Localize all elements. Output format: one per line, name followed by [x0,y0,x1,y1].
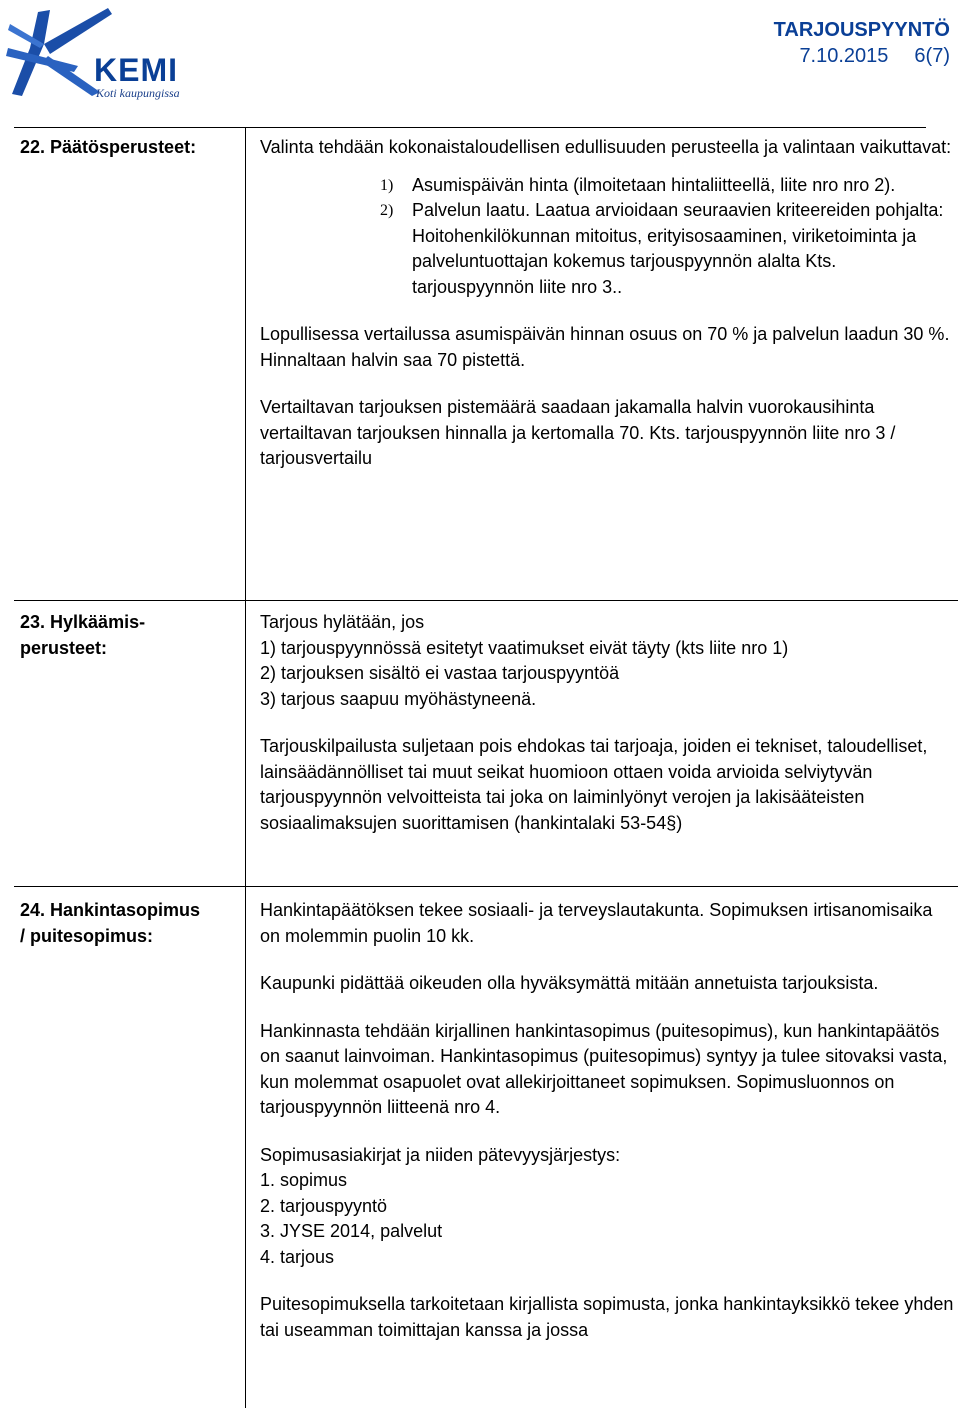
section-23-exclusion [260,734,955,836]
document-order-item: 3. JYSE 2014, palvelut [260,1221,443,1241]
rejection-line: 2) tarjouksen sisältö ei vastaa tarjouspyyntöä [260,663,620,683]
document-order-item: 2. tarjouspyyntö [260,1195,388,1216]
column-divider [245,128,246,1408]
rejection-line: Tarjous hylätään, jos [260,612,425,632]
logo-wordmark: KEMI [94,52,178,88]
section-23-label-line2: perusteet: [20,637,108,658]
document-title: TARJOUSPYYNTÖ [773,19,950,41]
section-24-label-line2: / puitesopimus: [20,925,154,946]
criteria-number: 2) [380,202,394,219]
document-order-title: Sopimusasiakirjat ja niiden pätevyysjärjestys: [260,1144,621,1165]
document-order [260,1143,955,1271]
section-22-label: 22. Päätösperusteet: [20,137,197,157]
rejection-line: 3) tarjous saapuu myöhästyneenä. [260,688,537,709]
exclusion-paragraph: Tarjouskilpailusta suljetaan pois ehdokas tai tarjoaja, joiden ei tekniset, taloudelliset, lainsäädännölliset tai muut seikat huomioon ottaen voida arvioida selviytyvän tarjouspyynnön velvoitteista tai joka on laiminlyönyt verojen ja lakisääteisten sosiaalimaksujen suorittamisen (hankintalaki 53-54§) [260,736,928,833]
section-22-intro: Valinta tehdään kokonaistaloudellisen edullisuuden perusteella ja valintaan vaikuttavat: [260,137,952,157]
criteria-text: Palvelun laatu. Laatua arvioidaan seuraavien kriteereiden pohjalta: Hoitohenkilökunnan mitoitus, erityisosaaminen, viriketoiminta ja palveluntuottajan kokemus tarjouspyynnön alalta Kts. tarjouspyynnön liite nro 3.. [412,200,944,297]
decision-paragraph: Hankintapäätöksen tekee sosiaali- ja terveyslautakunta. Sopimuksen irtisanomisaika on molemmin puolin 10 kk. [260,900,933,946]
document-order-item: 4. tarjous [260,1246,335,1267]
document-date: 7.10.2015 [799,45,889,67]
section-23-label-line1: 23. Hylkäämis- [20,612,146,632]
section-22-weighting: Lopullisessa vertailussa asumispäivän hinnan osuus on 70 % ja palvelun laadun 30 %. Hinnaltaan halvin saa 70 pistettä. [260,324,950,370]
rejection-line: 1) tarjouspyynnössä esitetyt vaatimukset eivät täyty (kts liite nro 1) [260,637,789,658]
contract-paragraph: Hankinnasta tehdään kirjallinen hankintasopimus (puitesopimus), kun hankintapäätös on saanut lainvoiman. Hankintasopimus (puitesopimus) syntyy ja tulee sitovaksi vasta, kun molemmat osapuolet ovat allekirjoittaneet sopimuksen. Sopimusluonnos on tarjouspyynnön liitteenä nro 4. [260,1020,948,1117]
section-24-content [260,898,955,1343]
document-order-item: 1. sopimus [260,1170,348,1190]
framework-definition: Puitesopimuksella tarkoitetaan kirjallista sopimusta, jonka hankintayksikkö tekee yhden tai useamman toimittajan kanssa ja jossa [260,1294,954,1340]
kemi-logo [4,4,194,100]
document-meta [799,44,950,68]
logo-tagline: Koti kaupungissa [96,86,180,100]
section-divider [14,600,958,601]
criteria-item [260,198,955,300]
criteria-number: 1) [380,176,394,194]
section-divider [14,886,958,887]
reservation-paragraph: Kaupunki pidättää oikeuden olla hyväksymättä mitään annetuista tarjouksista. [260,973,879,993]
section-22-scoring: Vertailtavan tarjouksen pistemäärä saadaan jakamalla halvin vuorokausihinta vertailtavan tarjouksen hinnalla ja kertomalla 70. Kts. tarjouspyynnön liite nro 3 / tarjousvertailu [260,397,896,468]
section-24-label [20,898,245,949]
section-24-label-line1: 24. Hankintasopimus [20,900,201,920]
header-divider [14,127,926,128]
section-22-content [260,135,955,472]
page-number: 6(7) [914,45,950,67]
criteria-item [260,173,955,199]
section-23-label [20,610,245,661]
criteria-text: Asumispäivän hinta (ilmoitetaan hintaliitteellä, liite nro nro 2). [412,174,896,195]
criteria-list [260,173,955,301]
section-23-content [260,610,955,712]
